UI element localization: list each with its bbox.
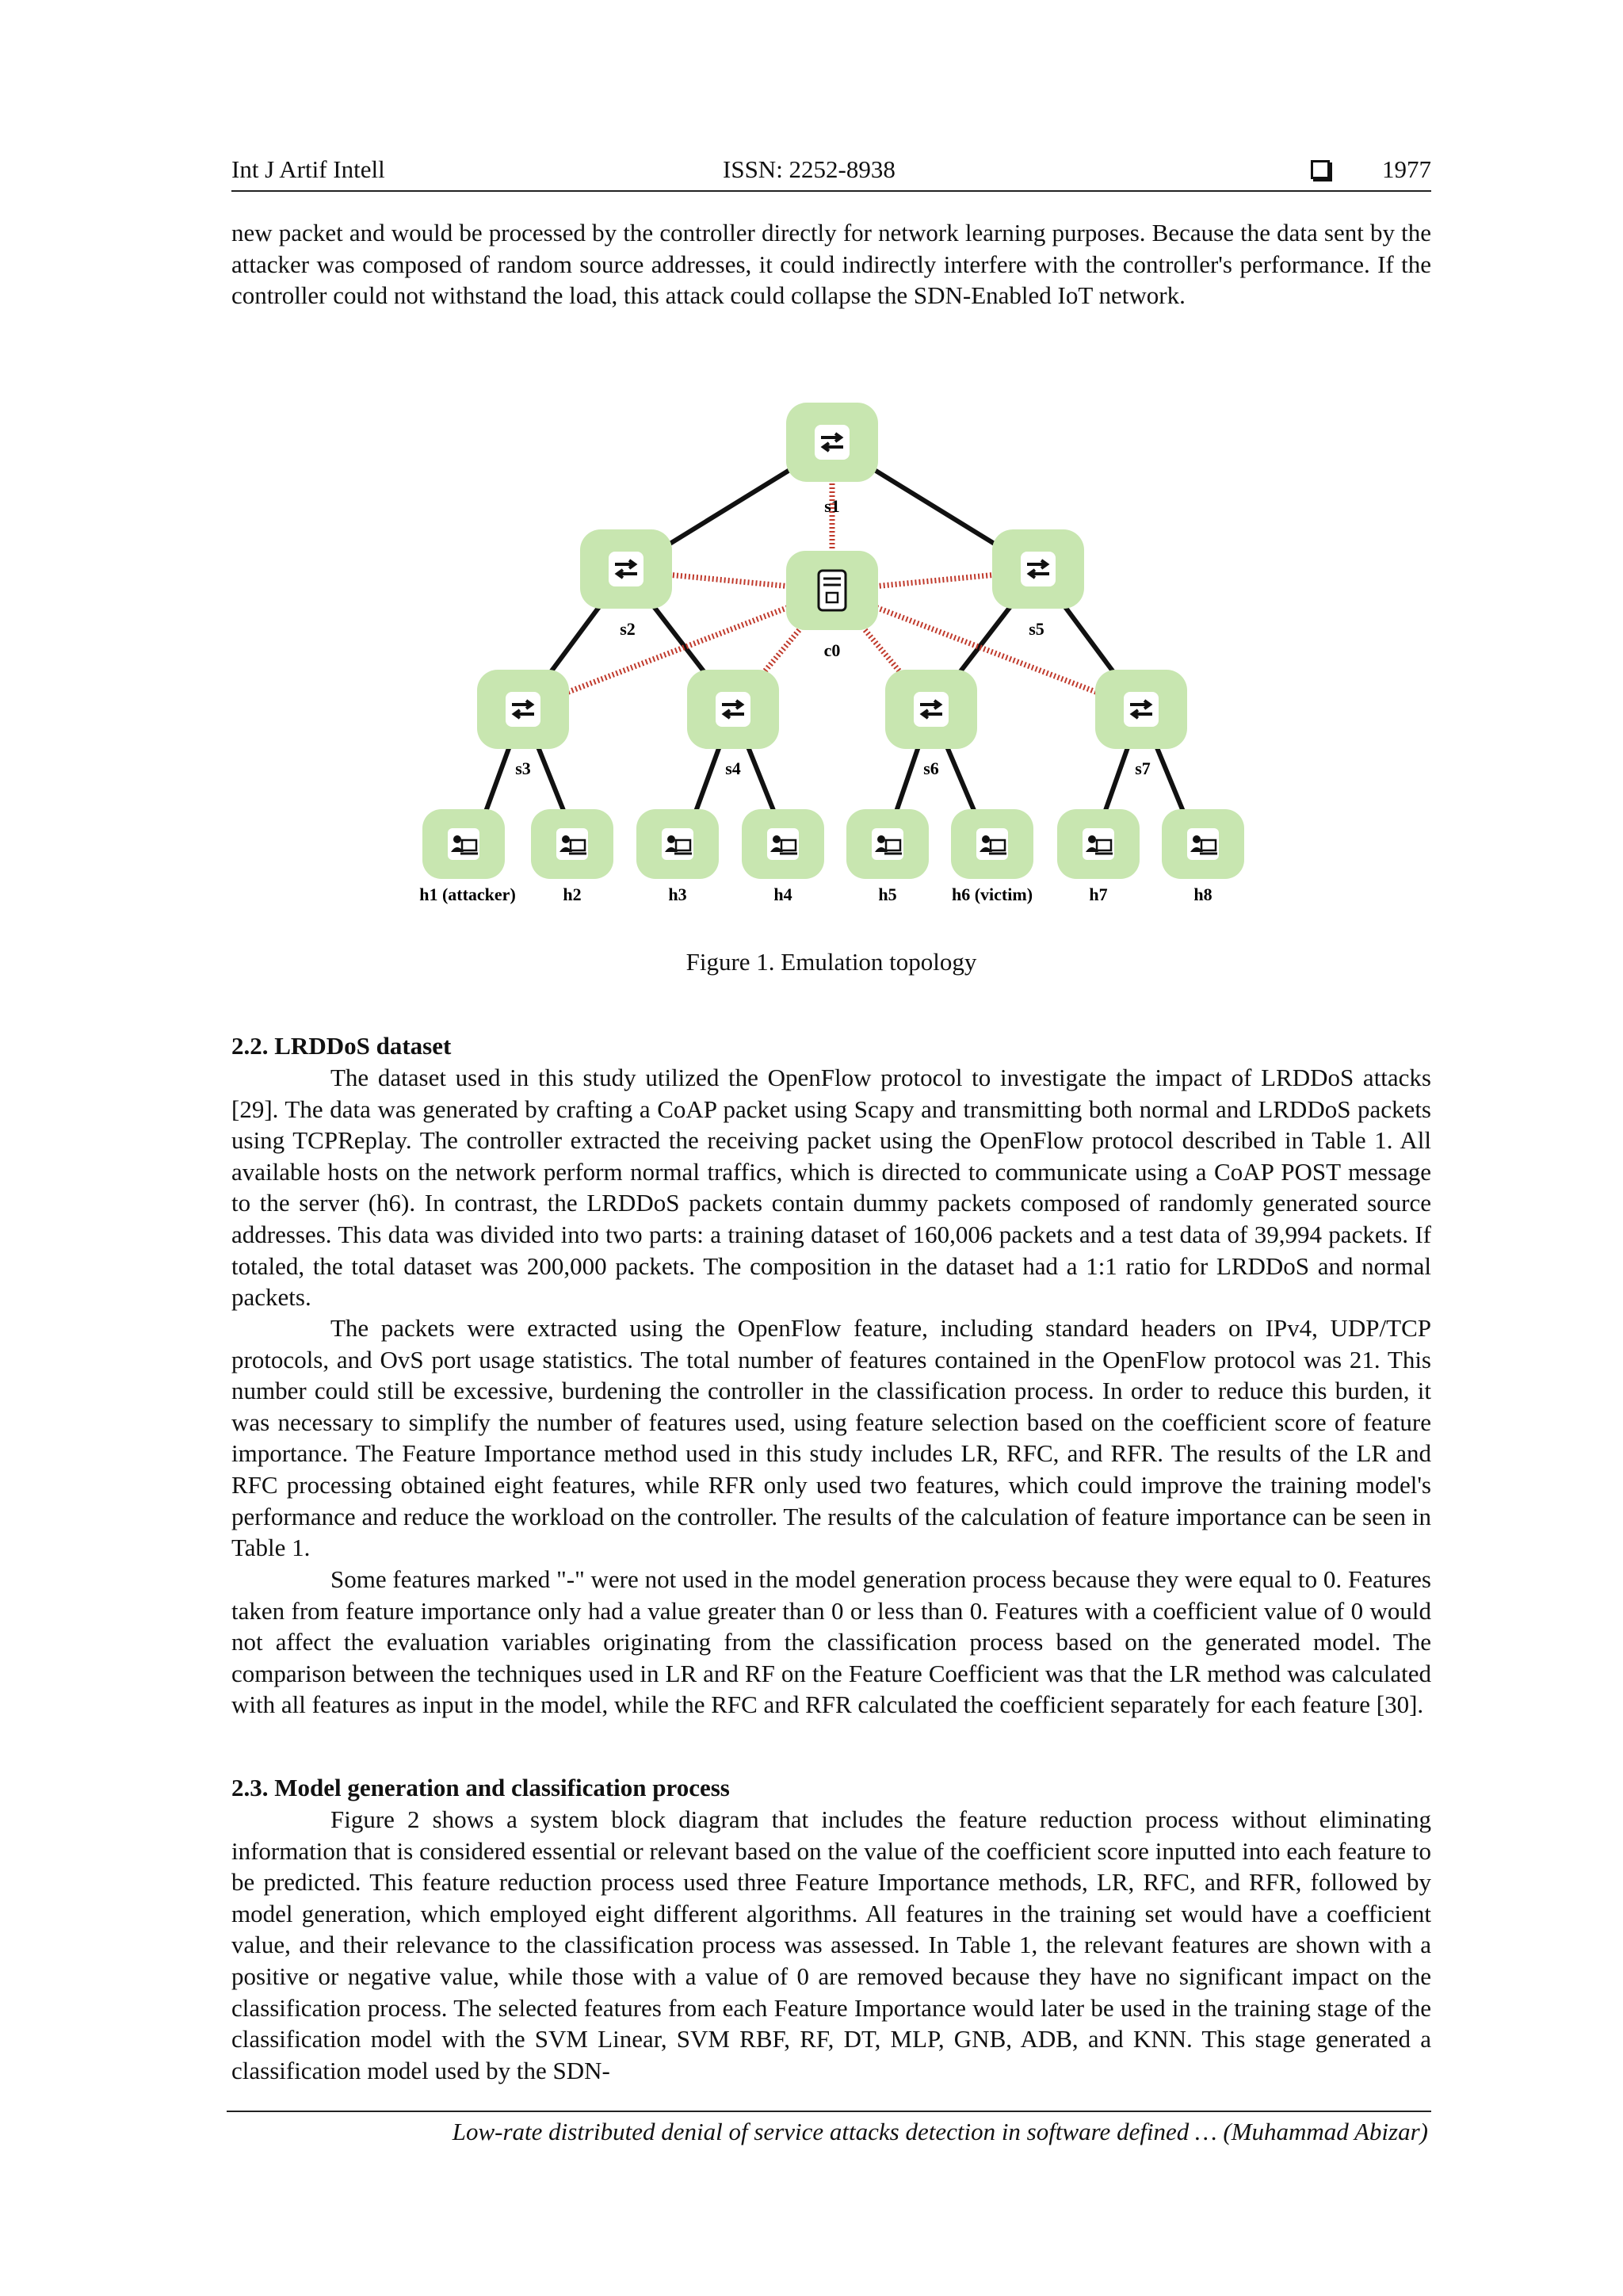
node-label-s6: s6	[923, 758, 939, 778]
host-h6	[951, 809, 1033, 879]
host-h3	[636, 809, 719, 879]
node-label-h5: h5	[878, 884, 897, 904]
node-label-s1: s1	[824, 496, 840, 516]
host-h4	[742, 809, 824, 879]
node-label-c0: c0	[823, 640, 841, 660]
switch-s4	[687, 670, 779, 749]
host-h1	[422, 809, 505, 879]
journal-name: Int J Artif Intell	[231, 155, 385, 183]
host-h2	[531, 809, 613, 879]
running-footer: Low-rate distributed denial of service attacks detection in software defined … (Muhammad Abizar)	[452, 2118, 1428, 2145]
intro-paragraph: new packet and would be processed by the controller directly for network learning purposes. Because the data sent by the attacker was composed of random source addresses, it could indirectly interfere with the controller's performance. If the controller could not withstand the load, this attack could collapse the SDN-Enabled IoT network.	[231, 219, 1431, 310]
switch-s3	[477, 670, 569, 749]
section-heading-2-2: 2.2. LRDDoS dataset	[231, 1032, 452, 1060]
section-2-2-paragraph-3: Some features marked "-" were not used in the model generation process because they were equal to 0. Features taken from feature importance only had a value greater than 0 or less than 0. Features with a coefficient value of 0 would not affect the evaluation variables originating from the classification process based on the generated model. The comparison between the techniques used in LR and RF on the Feature Coefficient was that the LR method was calculated with all features as input in the model, while the RFC and RFR calculated the coefficient separately for each feature [30].	[231, 1565, 1431, 1719]
page-header	[231, 155, 1431, 192]
topology-figure	[396, 396, 1268, 927]
switch-s7	[1095, 670, 1187, 749]
section-heading-2-3: 2.3. Model generation and classification process	[231, 1774, 730, 1801]
node-label-h4: h4	[773, 884, 792, 904]
node-label-h8: h8	[1193, 884, 1212, 904]
host-h8	[1162, 809, 1244, 879]
host-h7	[1057, 809, 1140, 879]
node-label-h2: h2	[563, 884, 582, 904]
page-number: 1977	[1382, 155, 1431, 183]
section-2-3-paragraph-1: Figure 2 shows a system block diagram that includes the feature reduction process without eliminating information that is considered essential or relevant based on the value of the coefficient score inputted into each feature to be predicted. This feature reduction process used three Feature Importance methods, LR, RFC, and RFR, followed by model generation, which employed eight different algorithms. All features in the training set would have a coefficient value, and their relevance to the classification process was assessed. In Table 1, the relevant features are shown with a positive or negative value, while those with a value of 0 are removed because they have no significant impact on the classification process. The selected features from each Feature Importance would later be used in the training stage of the classification model with the SVM Linear, SVM RBF, RF, DT, MLP, GNB, ADB, and KNN. This stage generated a classification model used by the SDN-	[231, 1805, 1431, 2084]
host-h5	[846, 809, 929, 879]
switch-s6	[885, 670, 977, 749]
node-label-s5: s5	[1029, 619, 1044, 639]
controller-c0	[786, 551, 878, 630]
node-label-s4: s4	[725, 758, 741, 778]
switch-s5	[992, 529, 1084, 609]
node-label-s3: s3	[515, 758, 531, 778]
checkbox-square-icon	[1311, 160, 1330, 179]
node-label-h6: h6 (victim)	[951, 884, 1033, 904]
node-label-s7: s7	[1135, 758, 1151, 778]
node-label-h7: h7	[1089, 884, 1108, 904]
section-2-2-paragraph-2: The packets were extracted using the OpenFlow feature, including standard headers on IPv4, UDP/TCP protocols, and OvS port usage statistics. The total number of features contained in the OpenFlow protocol was 21. This number could still be excessive, burdening the controller in the classification process. In order to reduce this burden, it was necessary to simplify the number of features used, using feature selection based on the coefficient score of feature importance. The Feature Importance method used in this study includes LR, RFC, and RFR. The results of the LR and RFC processing obtained eight features, while RFR only used two features, which could improve the training model's performance and reduce the workload on the controller. The results of the calculation of feature importance can be seen in Table 1.	[231, 1314, 1431, 1562]
figure-caption: Figure 1. Emulation topology	[685, 948, 977, 976]
footer-rule	[227, 2111, 1431, 2112]
node-label-h3: h3	[668, 884, 687, 904]
switch-s2	[580, 529, 672, 609]
issn: ISSN: 2252-8938	[723, 155, 896, 183]
node-label-s2: s2	[620, 619, 636, 639]
switch-s1	[786, 403, 878, 482]
node-label-h1: h1 (attacker)	[419, 884, 516, 904]
section-2-2-paragraph-1: The dataset used in this study utilized the OpenFlow protocol to investigate the impact of LRDDoS attacks [29]. The data was generated by crafting a CoAP packet using Scapy and transmitting both normal and LRDDoS packets using TCPReplay. The controller extracted the receiving packet using the OpenFlow protocol described in Table 1. All available hosts on the network perform normal traffics, which is directed to communicate using a CoAP POST message to the server (h6). In contrast, the LRDDoS packets contain dummy packets composed of randomly generated source addresses. This data was divided into two parts: a training dataset of 160,006 packets and a test data of 39,994 packets. If totaled, the total dataset was 200,000 packets. The composition in the dataset had a 1:1 ratio for LRDDoS and normal packets.	[231, 1064, 1431, 1312]
